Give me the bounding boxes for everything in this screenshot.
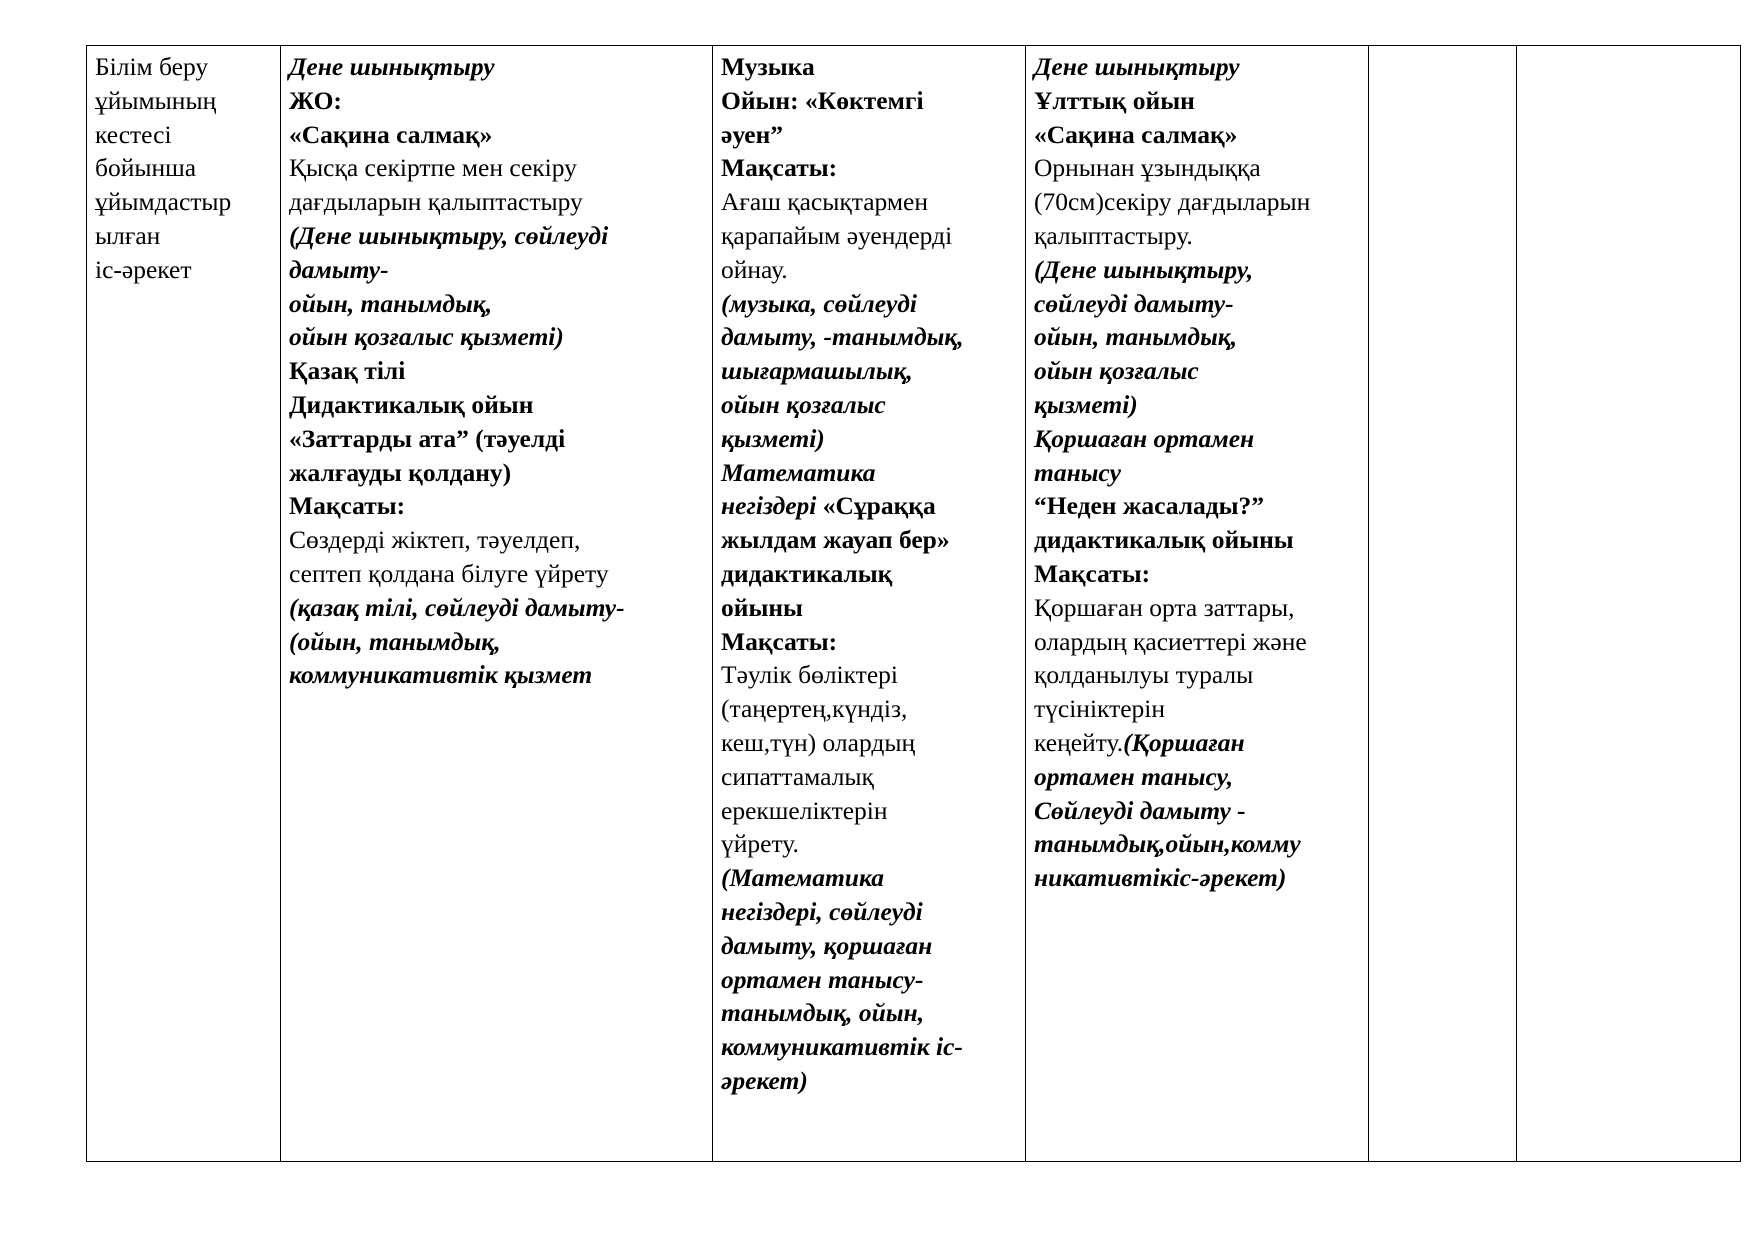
- text-line: [721, 320, 1017, 354]
- text-run: Орнынан ұзындыққа: [1034, 153, 1261, 183]
- text-run: (таңертең,күндіз,: [721, 694, 908, 724]
- text-line: [721, 861, 1017, 895]
- text-run: Ұлттық ойын: [1034, 85, 1195, 115]
- text-line: [289, 287, 704, 321]
- text-run: “Неден жасалады?”: [1034, 491, 1265, 521]
- text-run: негіздері, сөйлеуді: [721, 896, 923, 926]
- text-line: [1034, 151, 1360, 185]
- text-line: [1034, 422, 1360, 456]
- text-line: [721, 219, 1017, 253]
- text-line: [721, 287, 1017, 321]
- text-line: [95, 118, 272, 152]
- text-line: [721, 726, 1017, 760]
- text-run: (70см)секіру дағдыларын: [1034, 187, 1311, 217]
- text-line: [721, 963, 1017, 997]
- text-run: (ойын, танымдық,: [289, 626, 501, 656]
- text-run: ұйымының: [95, 85, 217, 115]
- text-line: [1034, 489, 1360, 523]
- text-line: [721, 489, 1017, 523]
- text-run: танысу: [1034, 457, 1121, 487]
- text-run: кеш,түн) олардың: [721, 727, 916, 757]
- text-line: [1034, 760, 1360, 794]
- text-line: [721, 1064, 1017, 1098]
- text-line: [721, 591, 1017, 625]
- text-line: [1034, 658, 1360, 692]
- cell-activity-label: [87, 46, 281, 1162]
- text-run: Сөйлеуді дамыту -: [1034, 795, 1246, 825]
- text-line: [1034, 557, 1360, 591]
- text-line: [721, 422, 1017, 456]
- text-line: [721, 388, 1017, 422]
- text-run: үйрету.: [721, 829, 799, 859]
- text-line: [721, 760, 1017, 794]
- text-line: [721, 996, 1017, 1030]
- text-line: [95, 151, 272, 185]
- text-line: [1034, 726, 1360, 760]
- text-line: [1034, 794, 1360, 828]
- text-line: [721, 827, 1017, 861]
- text-run: (Дене шынықтыру, сөйлеуді: [289, 220, 609, 250]
- text-run: ЖО:: [289, 85, 342, 115]
- text-run: әуен”: [721, 119, 784, 149]
- text-line: [289, 185, 704, 219]
- text-line: [721, 1030, 1017, 1064]
- text-line: [721, 151, 1017, 185]
- text-line: [721, 625, 1017, 659]
- text-run: қалыптастыру.: [1034, 220, 1193, 250]
- text-line: [289, 591, 704, 625]
- text-line: [1034, 320, 1360, 354]
- text-run: дидактикалық ойыны: [1034, 525, 1294, 555]
- text-run: қарапайым әуендерді: [721, 220, 953, 250]
- text-run: (Қоршаған: [1123, 727, 1245, 757]
- text-run: «Заттарды ата” (тәуелді: [289, 423, 566, 453]
- text-line: [95, 253, 272, 287]
- text-line: [289, 219, 704, 253]
- text-line: [1034, 354, 1360, 388]
- text-line: [289, 320, 704, 354]
- text-line: [721, 456, 1017, 490]
- text-line: [289, 84, 704, 118]
- text-run: ойын қозғалыс қызметі): [289, 322, 564, 352]
- text-line: [1034, 827, 1360, 861]
- text-run: (Математика: [721, 863, 885, 893]
- text-line: [1034, 287, 1360, 321]
- text-run: кестесі: [95, 119, 172, 149]
- text-run: Білім беру: [95, 52, 209, 81]
- text-run: Ойын: «Көктемгі: [721, 85, 924, 115]
- text-line: [289, 523, 704, 557]
- text-run: ортамен танысу,: [1034, 761, 1234, 791]
- text-run: Қазақ тілі: [289, 356, 406, 386]
- text-run: ойын, танымдық,: [289, 288, 493, 318]
- text-line: [289, 422, 704, 456]
- cell-day-5-empty: [1517, 46, 1741, 1162]
- text-run: Дене шынықтыру: [289, 52, 495, 81]
- text-run: Қоршаған орта заттары,: [1034, 592, 1295, 622]
- text-line: [289, 625, 704, 659]
- text-run: бойынша: [95, 153, 197, 183]
- text-line: [721, 557, 1017, 591]
- text-line: [1034, 692, 1360, 726]
- text-line: [1034, 591, 1360, 625]
- text-line: [1034, 84, 1360, 118]
- text-run: танымдық, ойын,: [721, 998, 925, 1028]
- text-run: ойнау.: [721, 254, 788, 284]
- text-line: [95, 50, 272, 84]
- text-run: жалғауды қолдану): [289, 457, 512, 487]
- text-run: негіздері: [721, 491, 823, 521]
- text-run: никативтікіс-әрекет): [1034, 863, 1287, 893]
- text-run: «Сақина салмақ»: [289, 119, 493, 149]
- text-line: [721, 118, 1017, 152]
- text-run: коммуникативтік іс-: [721, 1032, 963, 1062]
- text-run: ойын қозғалыс: [1034, 356, 1199, 386]
- text-line: [95, 84, 272, 118]
- text-run: ерекшеліктерін: [721, 795, 888, 825]
- cell-day-3: [1026, 46, 1369, 1162]
- text-line: [1034, 219, 1360, 253]
- text-line: [721, 523, 1017, 557]
- text-run: дағдыларын қалыптастыру: [289, 187, 583, 217]
- text-run: түсініктерін: [1034, 694, 1166, 724]
- text-line: [1034, 861, 1360, 895]
- text-line: [721, 253, 1017, 287]
- cell-day-2: [713, 46, 1026, 1162]
- text-run: қызметі): [721, 423, 825, 453]
- text-line: [1034, 253, 1360, 287]
- text-run: Мақсаты:: [1034, 558, 1151, 588]
- text-run: Мақсаты:: [721, 153, 838, 183]
- text-line: [289, 456, 704, 490]
- text-run: «Сақина салмақ»: [1034, 119, 1238, 149]
- text-run: септеп қолдана білуге үйрету: [289, 558, 609, 588]
- text-run: Тәулік бөліктері: [721, 660, 898, 690]
- text-run: қолданылуы туралы: [1034, 660, 1254, 690]
- text-run: шығармашылық,: [721, 356, 913, 386]
- text-line: [289, 658, 704, 692]
- text-run: (Дене шынықтыру,: [1034, 254, 1254, 284]
- cell-day-4-empty: [1369, 46, 1517, 1162]
- text-run: жылдам жауап бер»: [721, 525, 950, 555]
- text-run: ортамен танысу-: [721, 964, 924, 994]
- text-run: сөйлеуді дамыту-: [1034, 288, 1234, 318]
- text-run: ылған: [95, 220, 161, 250]
- text-run: дамыту, қоршаған: [721, 930, 933, 960]
- text-line: [1034, 50, 1360, 84]
- text-run: ойын қозғалыс: [721, 389, 886, 419]
- text-run: Мақсаты:: [289, 491, 406, 521]
- text-line: [1034, 456, 1360, 490]
- text-line: [721, 658, 1017, 692]
- text-run: Математика: [721, 457, 876, 487]
- text-run: дамыту-: [289, 254, 389, 284]
- text-line: [721, 84, 1017, 118]
- text-run: ойыны: [721, 592, 803, 622]
- text-line: [289, 557, 704, 591]
- text-run: ұйымдастыр: [95, 187, 232, 217]
- text-run: Мақсаты:: [721, 626, 838, 656]
- text-line: [721, 929, 1017, 963]
- text-line: [721, 50, 1017, 84]
- text-run: ойын, танымдық,: [1034, 322, 1238, 352]
- text-run: дамыту, -танымдық,: [721, 322, 964, 352]
- text-run: сипаттамалық: [721, 761, 874, 791]
- text-line: [721, 794, 1017, 828]
- text-run: олардың қасиеттері және: [1034, 626, 1307, 656]
- text-run: әрекет): [721, 1065, 808, 1095]
- text-line: [1034, 388, 1360, 422]
- text-run: іс-әрекет: [95, 254, 192, 284]
- text-line: [1034, 523, 1360, 557]
- table-row: [87, 46, 1741, 1162]
- text-run: Қоршаған ортамен: [1034, 423, 1255, 453]
- text-run: кеңейту.: [1034, 727, 1124, 757]
- text-line: [721, 354, 1017, 388]
- text-run: коммуникативтік қызмет: [289, 660, 593, 690]
- text-line: [721, 692, 1017, 726]
- text-line: [1034, 625, 1360, 659]
- text-line: [721, 185, 1017, 219]
- text-run: Сөздерді жіктеп, тәуелдеп,: [289, 525, 581, 555]
- text-run: Музыка: [721, 52, 815, 81]
- text-line: [289, 151, 704, 185]
- text-run: Ағаш қасықтармен: [721, 187, 928, 217]
- text-line: [289, 50, 704, 84]
- text-line: [1034, 185, 1360, 219]
- text-run: Дидактикалық ойын: [289, 389, 534, 419]
- text-run: Қысқа секіртпе мен секіру: [289, 153, 577, 183]
- text-line: [289, 118, 704, 152]
- text-run: қызметі): [1034, 389, 1138, 419]
- schedule-table: [86, 45, 1741, 1162]
- text-run: Дене шынықтыру: [1034, 52, 1240, 81]
- text-run: (қазақ тілі, сөйлеуді дамыту-: [289, 592, 625, 622]
- text-line: [1034, 118, 1360, 152]
- cell-day-1: [281, 46, 713, 1162]
- text-line: [95, 185, 272, 219]
- text-line: [95, 219, 272, 253]
- text-line: [721, 895, 1017, 929]
- text-run: танымдық,ойын,комму: [1034, 829, 1301, 859]
- text-run: (музыка, сөйлеуді: [721, 288, 918, 318]
- text-line: [289, 354, 704, 388]
- text-run: дидактикалық: [721, 558, 893, 588]
- text-line: [289, 489, 704, 523]
- text-run: «Сұраққа: [822, 491, 936, 521]
- text-line: [289, 388, 704, 422]
- text-line: [289, 253, 704, 287]
